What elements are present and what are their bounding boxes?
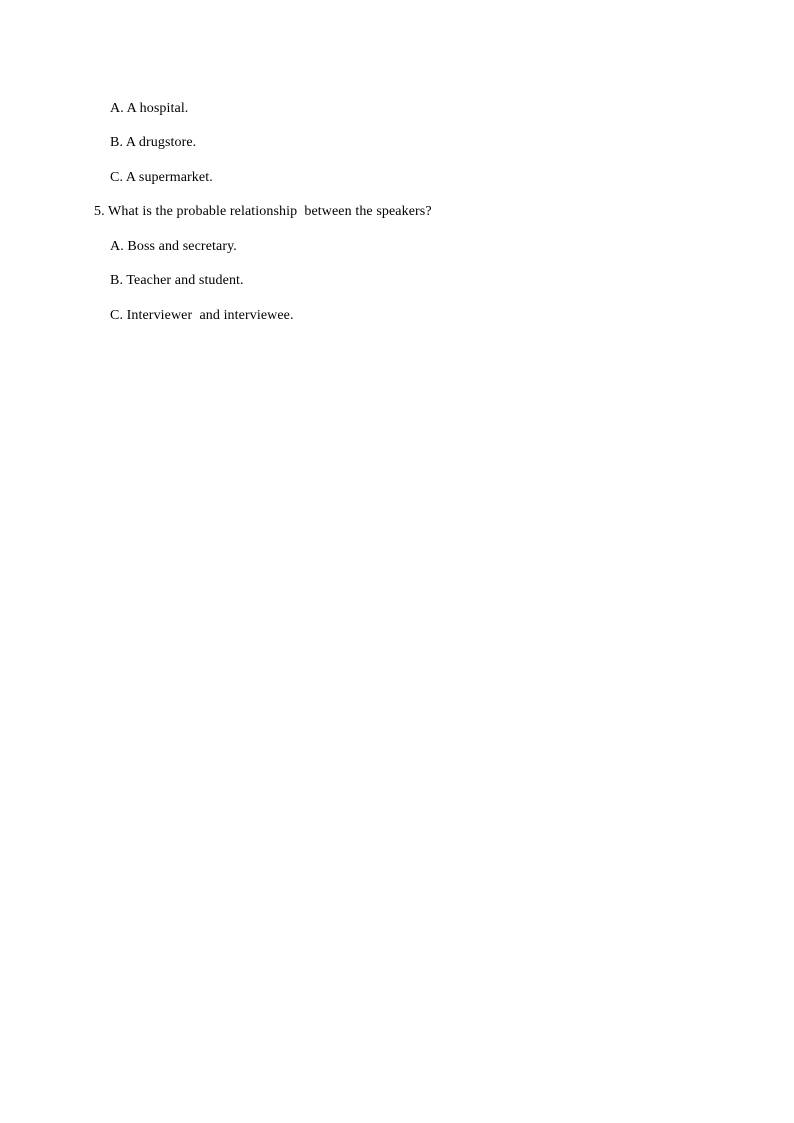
q5-stem: 5. What is the probable relationship between the speakers? — [94, 204, 432, 219]
q5-option-c: C. Interviewer and interviewee. — [110, 308, 294, 323]
q5-option-a: A. Boss and secretary. — [110, 239, 237, 254]
q4-option-b: B. A drugstore. — [110, 135, 197, 150]
q5-option-b: B. Teacher and student. — [110, 273, 244, 288]
q4-option-c: C. A supermarket. — [110, 170, 213, 185]
q4-option-a: A. A hospital. — [110, 101, 189, 116]
